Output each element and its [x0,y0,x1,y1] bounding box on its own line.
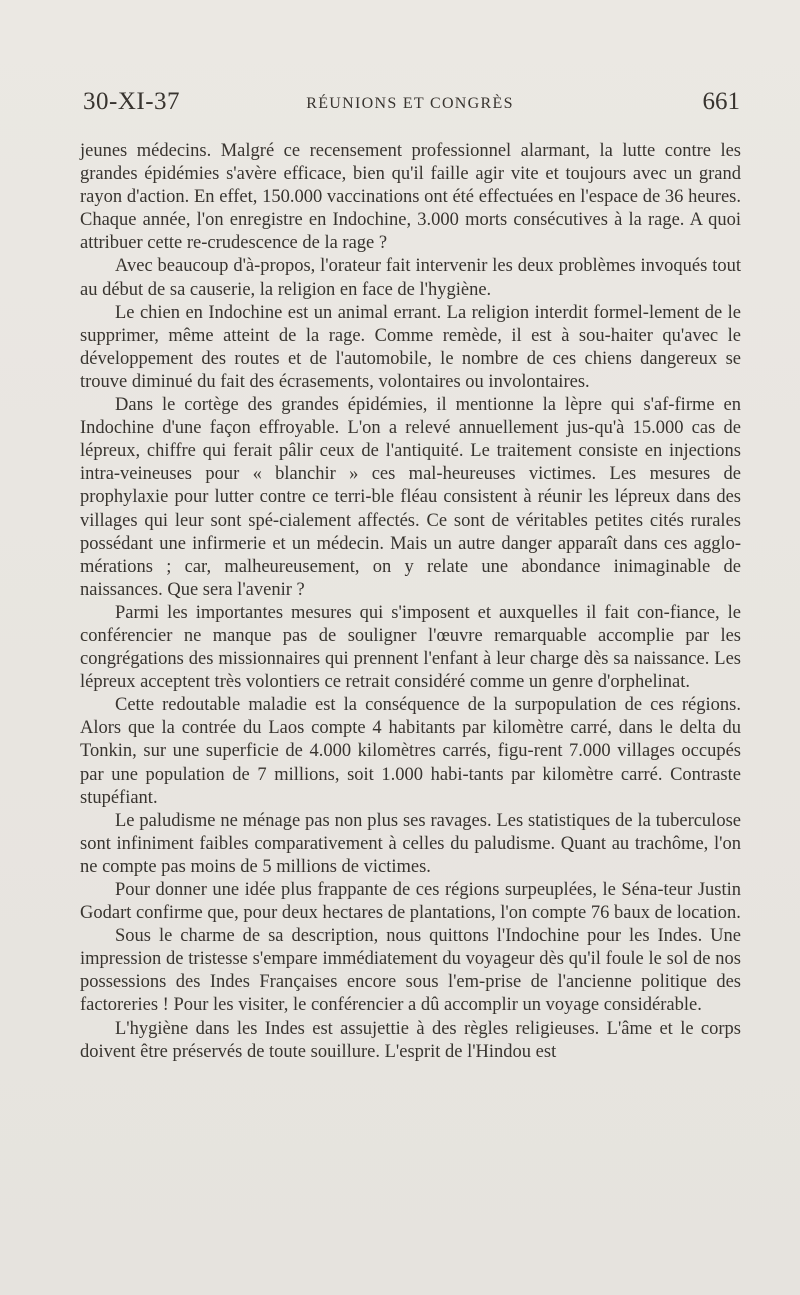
paragraph: Cette redoutable maladie est la conséquence de la surpopulation de ces régions. Alors que la contrée du Laos compte 4 habitants par kilomètre carré, dans le delta du Tonkin, sur une superficie de 4.000 kilomètres carrés, figu-rent 7.000 villages occupés par une population de 7 millions, soit 1.000 habi-tants par kilomètre carré. Contraste stupéfiant. [80,695,741,808]
header-date: 30-XI-37 [83,88,181,115]
article-body [80,140,741,1064]
paragraph: Pour donner une idée plus frappante de ces régions surpeuplées, le Séna-teur Justin Godart confirme que, pour deux hectares de plantations, l'on compte 76 baux de location. [80,880,741,924]
paragraph-continuation: jeunes médecins. Malgré ce recensement professionnel alarmant, la lutte contre les grandes épidémies s'avère efficace, bien qu'il faille agir vite et toujours avec un grand rayon d'action. En effet, 150.000 vaccinations ont été effectuées en l'espace de 36 heures. Chaque année, l'on enregistre en Indochine, 3.000 morts consécutives à la rage. A quoi attribuer cette re-crudescence de la rage ? [80,141,741,254]
page-number: 661 [702,88,740,115]
paragraph: L'hygiène dans les Indes est assujettie à des règles religieuses. L'âme et le corps doivent être préservés de toute souillure. L'esprit de l'Hindou est [80,1018,741,1062]
running-head [80,88,740,124]
paragraph: Le chien en Indochine est un animal errant. La religion interdit formel-lement de le supprimer, même atteint de la rage. Comme remède, il est à sou-haiter qu'avec le développement des routes et de l'automobile, le nombre de ces chiens dangereux se trouve diminué du fait des écrasements, volontaires ou involontaires. [80,302,741,392]
paragraph: Dans le cortège des grandes épidémies, il mentionne la lèpre qui s'af-firme en Indochine d'une façon effroyable. L'on a relevé annuellement jus-qu'à 15.000 cas de lépreux, chiffre qui ferait pâlir ceux de l'antiquité. Le traitement consiste en injections intra-veineuses pour « blanchir » ces mal-heureuses victimes. Les mesures de prophylaxie pour lutter contre ce terri-ble fléau consistent à réunir les lépreux dans des villages qui leur sont spé-cialement affectés. Ce sont de véritables petites cités rurales possédant une infirmerie et un médecin. Mais un autre danger apparaît dans ces agglo-mérations ; car, malheureusement, on y relate une abondance inimaginable de naissances. Que sera l'avenir ? [80,395,741,600]
paragraph: Avec beaucoup d'à-propos, l'orateur fait intervenir les deux problèmes invoqués tout au début de sa causerie, la religion en face de l'hygiène. [80,256,741,300]
header-section-title: RÉUNIONS ET CONGRÈS [306,95,514,112]
paragraph: Sous le charme de sa description, nous quittons l'Indochine pour les Indes. Une impression de tristesse s'empare immédiatement du voyageur dès qu'il foule le sol de nos possessions des Indes Françaises encore sous l'em-prise de l'ancienne politique des factoreries ! Pour les visiter, le conférencier a dû accomplir un voyage considérable. [80,926,741,1016]
paragraph: Le paludisme ne ménage pas non plus ses ravages. Les statistiques de la tuberculose sont infiniment faibles comparativement à celles du paludisme. Quant au trachôme, l'on ne compte pas moins de 5 millions de victimes. [80,810,741,877]
paragraph: Parmi les importantes mesures qui s'imposent et auxquelles il fait con-fiance, le conférencier ne manque pas de souligner l'œuvre remarquable accomplie par les congrégations des missionnaires qui prennent l'enfant à leur charge dès sa naissance. Les lépreux acceptent très volontiers ce retrait considéré comme un genre d'orphelinat. [80,602,741,693]
